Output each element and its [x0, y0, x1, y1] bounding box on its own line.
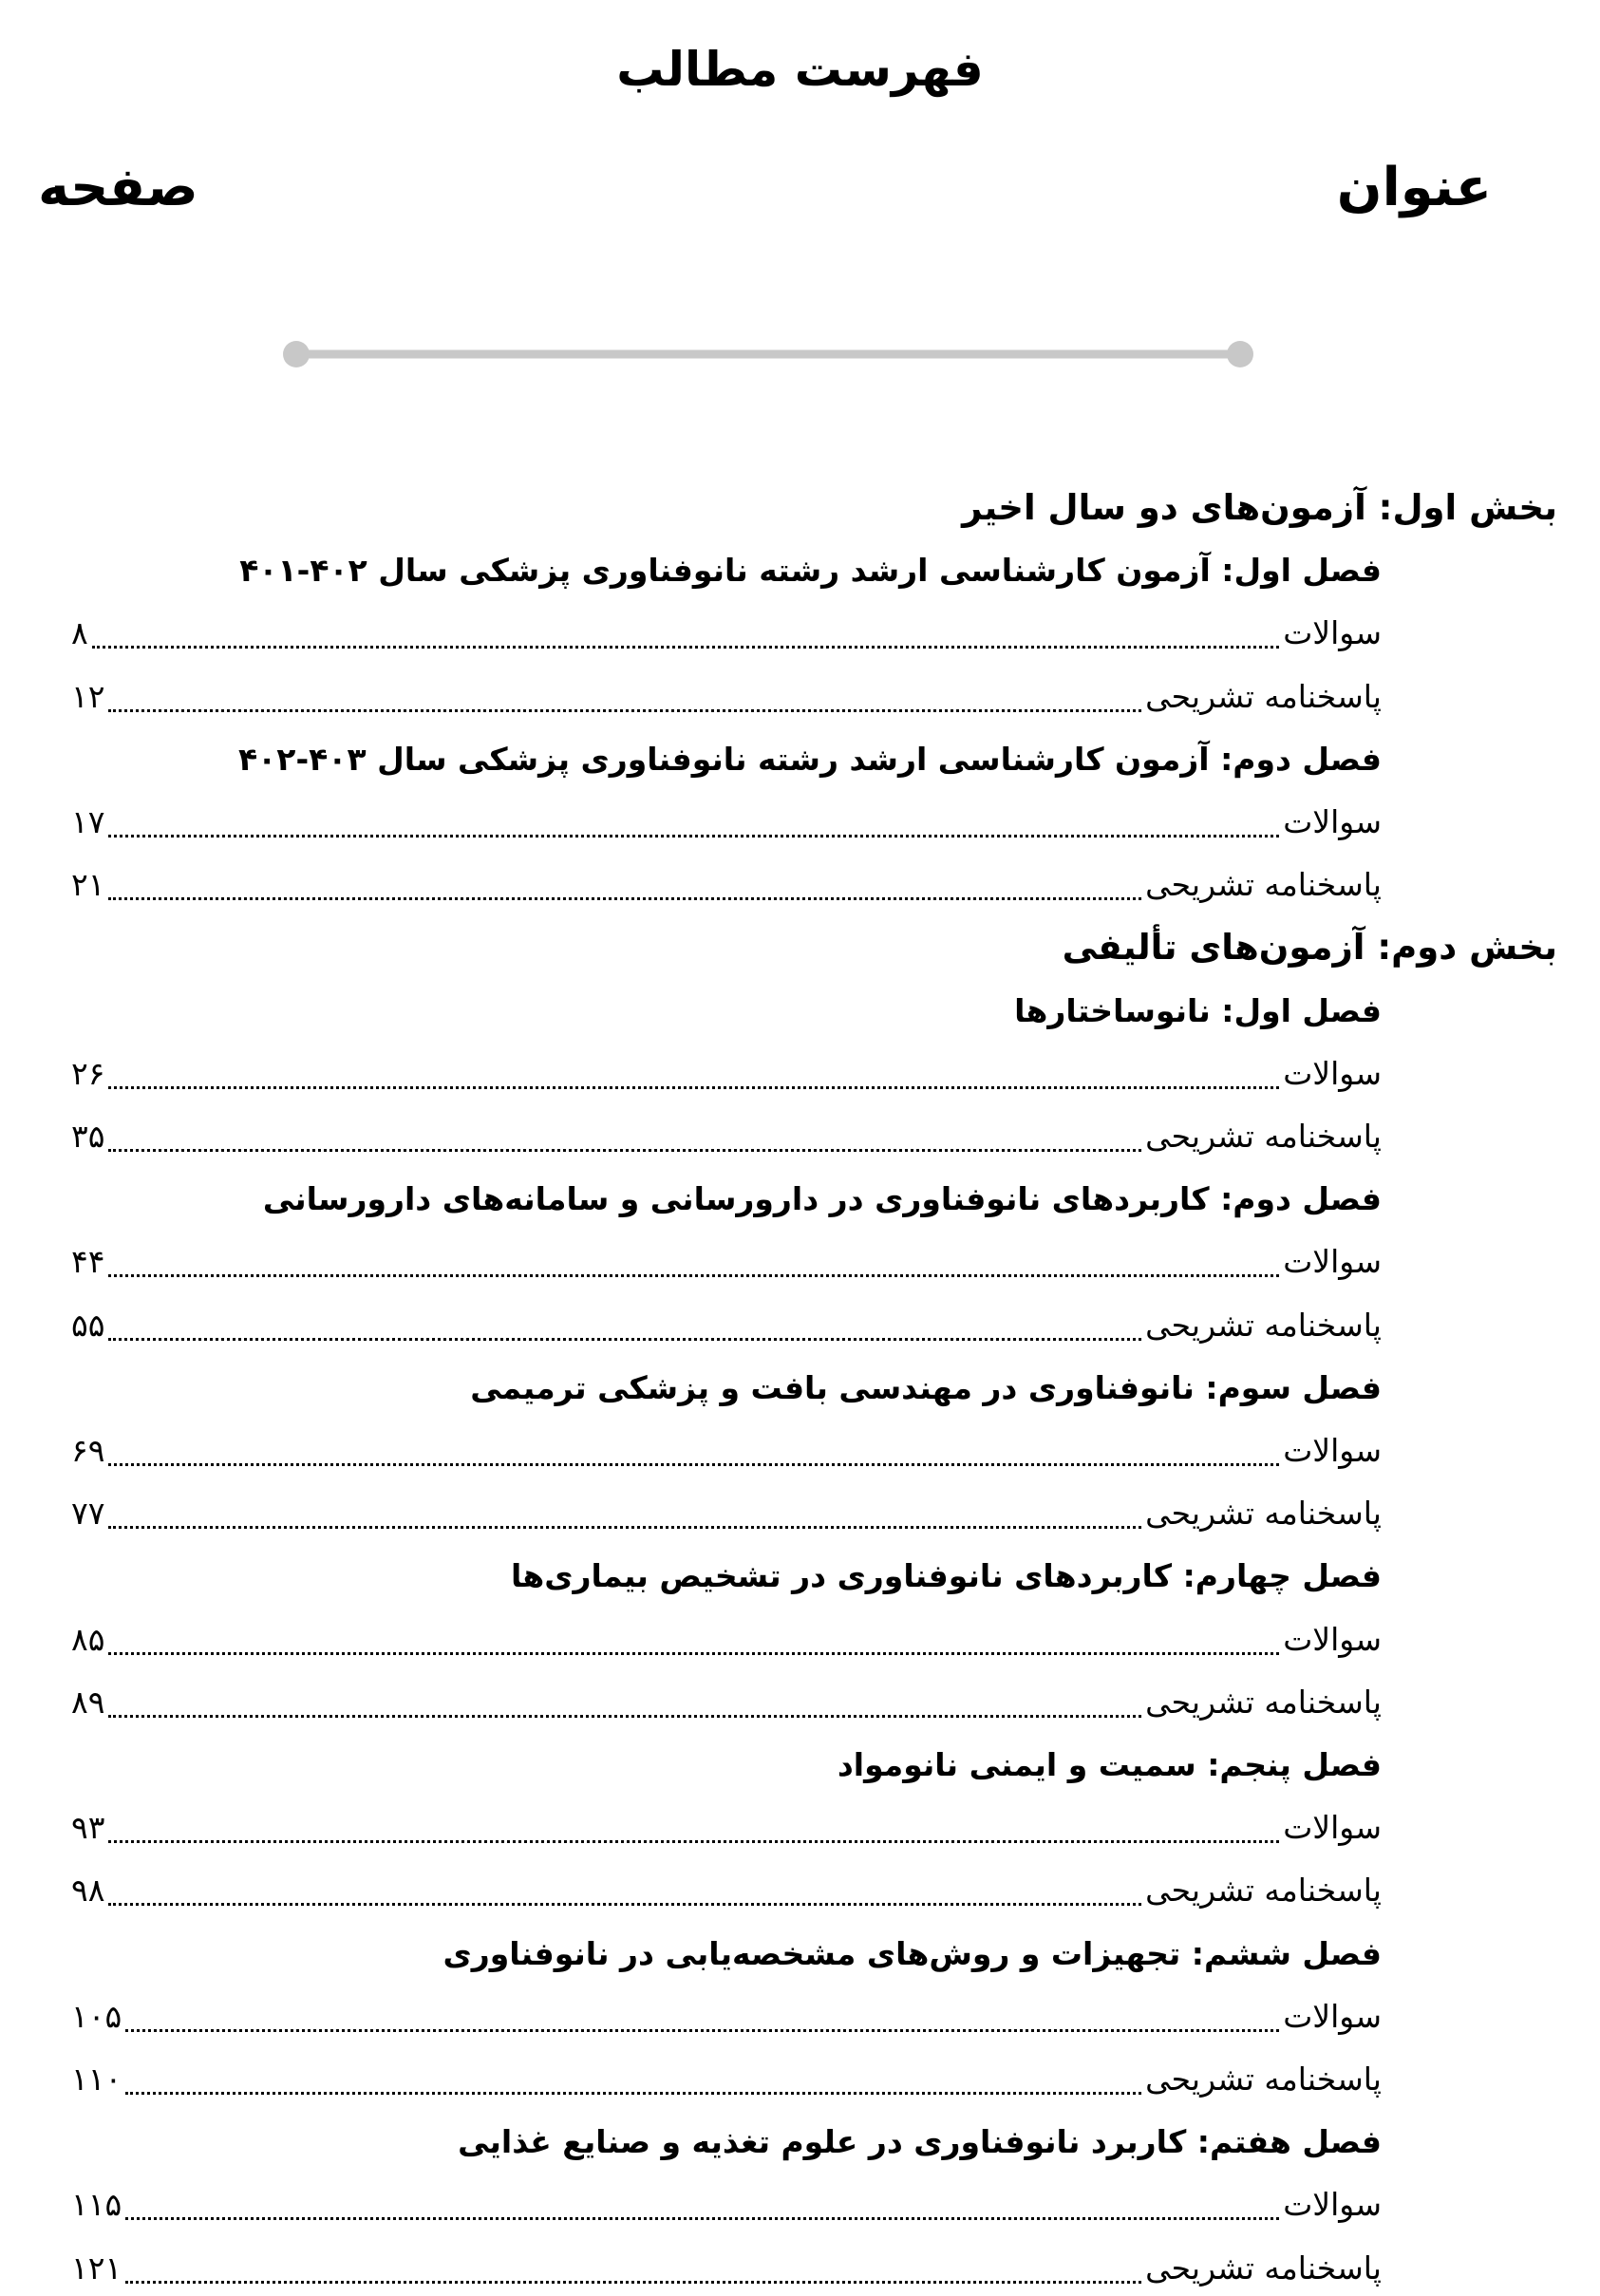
toc-entry[interactable] [71, 1298, 1382, 1353]
toc-entry-label: پاسخنامه تشریحی [1145, 866, 1382, 903]
toc-entry[interactable] [71, 2052, 1382, 2107]
toc-entry-label: سوالات [1283, 614, 1382, 651]
toc-entry-page-number: ۱۱۵ [71, 2186, 122, 2223]
toc-entry[interactable] [71, 669, 1382, 725]
toc-entry-label: سوالات [1283, 1809, 1382, 1846]
toc-entry-label: سوالات [1283, 1998, 1382, 2035]
toc-part-heading: بخش اول: آزمون‌های دو سال اخیر [962, 487, 1557, 528]
dot-leader [108, 834, 1279, 837]
toc-entry[interactable] [71, 1046, 1382, 1101]
column-header-page: صفحه [38, 157, 198, 218]
toc-entry-page-number: ۱۱۰ [71, 2061, 122, 2098]
toc-entry[interactable] [71, 1612, 1382, 1667]
toc-entry-label: پاسخنامه تشریحی [1145, 2061, 1382, 2098]
toc-entry[interactable] [71, 606, 1382, 661]
dot-leader [108, 1525, 1141, 1529]
toc-entry[interactable] [71, 1486, 1382, 1541]
dot-leader [108, 1839, 1279, 1843]
toc-entry-page-number: ۸ [71, 614, 88, 651]
toc-entry[interactable] [71, 2241, 1382, 2296]
toc-entry-label: پاسخنامه تشریحی [1145, 1495, 1382, 1532]
dot-leader [108, 1714, 1141, 1718]
toc-entry-page-number: ۹۸ [71, 1872, 105, 1909]
dot-leader [125, 2216, 1279, 2220]
toc-entry-page-number: ۸۵ [71, 1621, 105, 1658]
toc-chapter-heading: فصل ششم: تجهیزات و روش‌های مشخصه‌یابی در نانوفناوری [442, 1935, 1382, 1972]
dot-leader [108, 1337, 1141, 1341]
dot-leader [108, 1085, 1279, 1089]
toc-chapter-heading: فصل چهارم: کاربردهای نانوفناوری در تشخیص بیماری‌ها [511, 1557, 1382, 1594]
toc-chapter-heading: فصل هفتم: کاربرد نانوفناوری در علوم تغذیه و صنایع غذایی [458, 2123, 1382, 2160]
dot-leader [108, 1273, 1279, 1277]
dot-leader [125, 2091, 1141, 2095]
toc-chapter-heading: فصل اول: نانوساختارها [1014, 992, 1382, 1029]
toc-entry-page-number: ۵۵ [71, 1307, 105, 1344]
toc-entry-page-number: ۲۶ [71, 1055, 105, 1092]
toc-entry-page-number: ۳۵ [71, 1118, 105, 1155]
toc-entry-page-number: ۴۴ [71, 1243, 105, 1280]
toc-entry-page-number: ۸۹ [71, 1684, 105, 1721]
toc-entry-label: پاسخنامه تشریحی [1145, 1872, 1382, 1909]
toc-entry-label: سوالات [1283, 2186, 1382, 2223]
toc-entry-label: سوالات [1283, 1243, 1382, 1280]
dot-leader [125, 2280, 1141, 2284]
toc-entry-page-number: ۱۲ [71, 678, 105, 715]
toc-chapter-heading: فصل دوم: کاربردهای نانوفناوری در دارورسانی و سامانه‌های دارورسانی [262, 1180, 1382, 1217]
column-header-title: عنوان [1336, 157, 1492, 218]
dot-leader [108, 896, 1141, 900]
toc-entry[interactable] [71, 1989, 1382, 2044]
toc-chapter-heading: فصل اول: آزمون کارشناسی ارشد رشته نانوفناوری پزشکی سال ۴۰۲-۴۰۱ [239, 552, 1382, 589]
toc-chapter-heading: فصل سوم: نانوفناوری در مهندسی بافت و پزشکی ترمیمی [470, 1369, 1382, 1406]
toc-entry[interactable] [71, 1675, 1382, 1730]
toc-entry-label: سوالات [1283, 1621, 1382, 1658]
dot-leader [108, 1462, 1279, 1466]
dot-leader [108, 708, 1141, 712]
toc-entry-label: سوالات [1283, 1432, 1382, 1469]
toc-entry[interactable] [71, 1423, 1382, 1478]
toc-entry-page-number: ۹۳ [71, 1809, 105, 1846]
dot-leader [108, 1148, 1141, 1152]
toc-entry[interactable] [71, 1109, 1382, 1164]
toc-entry-label: سوالات [1283, 803, 1382, 840]
toc-entry-page-number: ۱۷ [71, 803, 105, 840]
dot-leader [108, 1902, 1141, 1906]
toc-entry-page-number: ۱۲۱ [71, 2249, 122, 2287]
toc-entry[interactable] [71, 1800, 1382, 1855]
toc-part-heading: بخش دوم: آزمون‌های تألیفی [1062, 927, 1557, 968]
toc-chapter-heading: فصل دوم: آزمون کارشناسی ارشد رشته نانوفناوری پزشکی سال ۴۰۳-۴۰۲ [238, 741, 1382, 778]
toc-entry-label: پاسخنامه تشریحی [1145, 1684, 1382, 1721]
dot-leader [108, 1651, 1279, 1655]
toc-entry[interactable] [71, 1234, 1382, 1289]
dot-leader [125, 2028, 1279, 2032]
toc-entry[interactable] [71, 795, 1382, 850]
toc-entry-page-number: ۱۰۵ [71, 1998, 122, 2035]
toc-entry[interactable] [71, 857, 1382, 913]
toc-chapter-heading: فصل پنجم: سمیت و ایمنی نانومواد [837, 1746, 1382, 1783]
dot-leader [92, 645, 1280, 649]
toc-entry[interactable] [71, 1863, 1382, 1918]
toc-entry-page-number: ۷۷ [71, 1495, 105, 1532]
page-title: فهرست مطالب [616, 42, 984, 97]
toc-entry-label: پاسخنامه تشریحی [1145, 1307, 1382, 1344]
toc-entry-label: پاسخنامه تشریحی [1145, 2249, 1382, 2287]
toc-entry-page-number: ۲۱ [71, 866, 105, 903]
toc-entry-page-number: ۶۹ [71, 1432, 105, 1469]
toc-entry-label: پاسخنامه تشریحی [1145, 678, 1382, 715]
toc-entry[interactable] [71, 2177, 1382, 2232]
toc-entry-label: سوالات [1283, 1055, 1382, 1092]
toc-entry-label: پاسخنامه تشریحی [1145, 1118, 1382, 1155]
